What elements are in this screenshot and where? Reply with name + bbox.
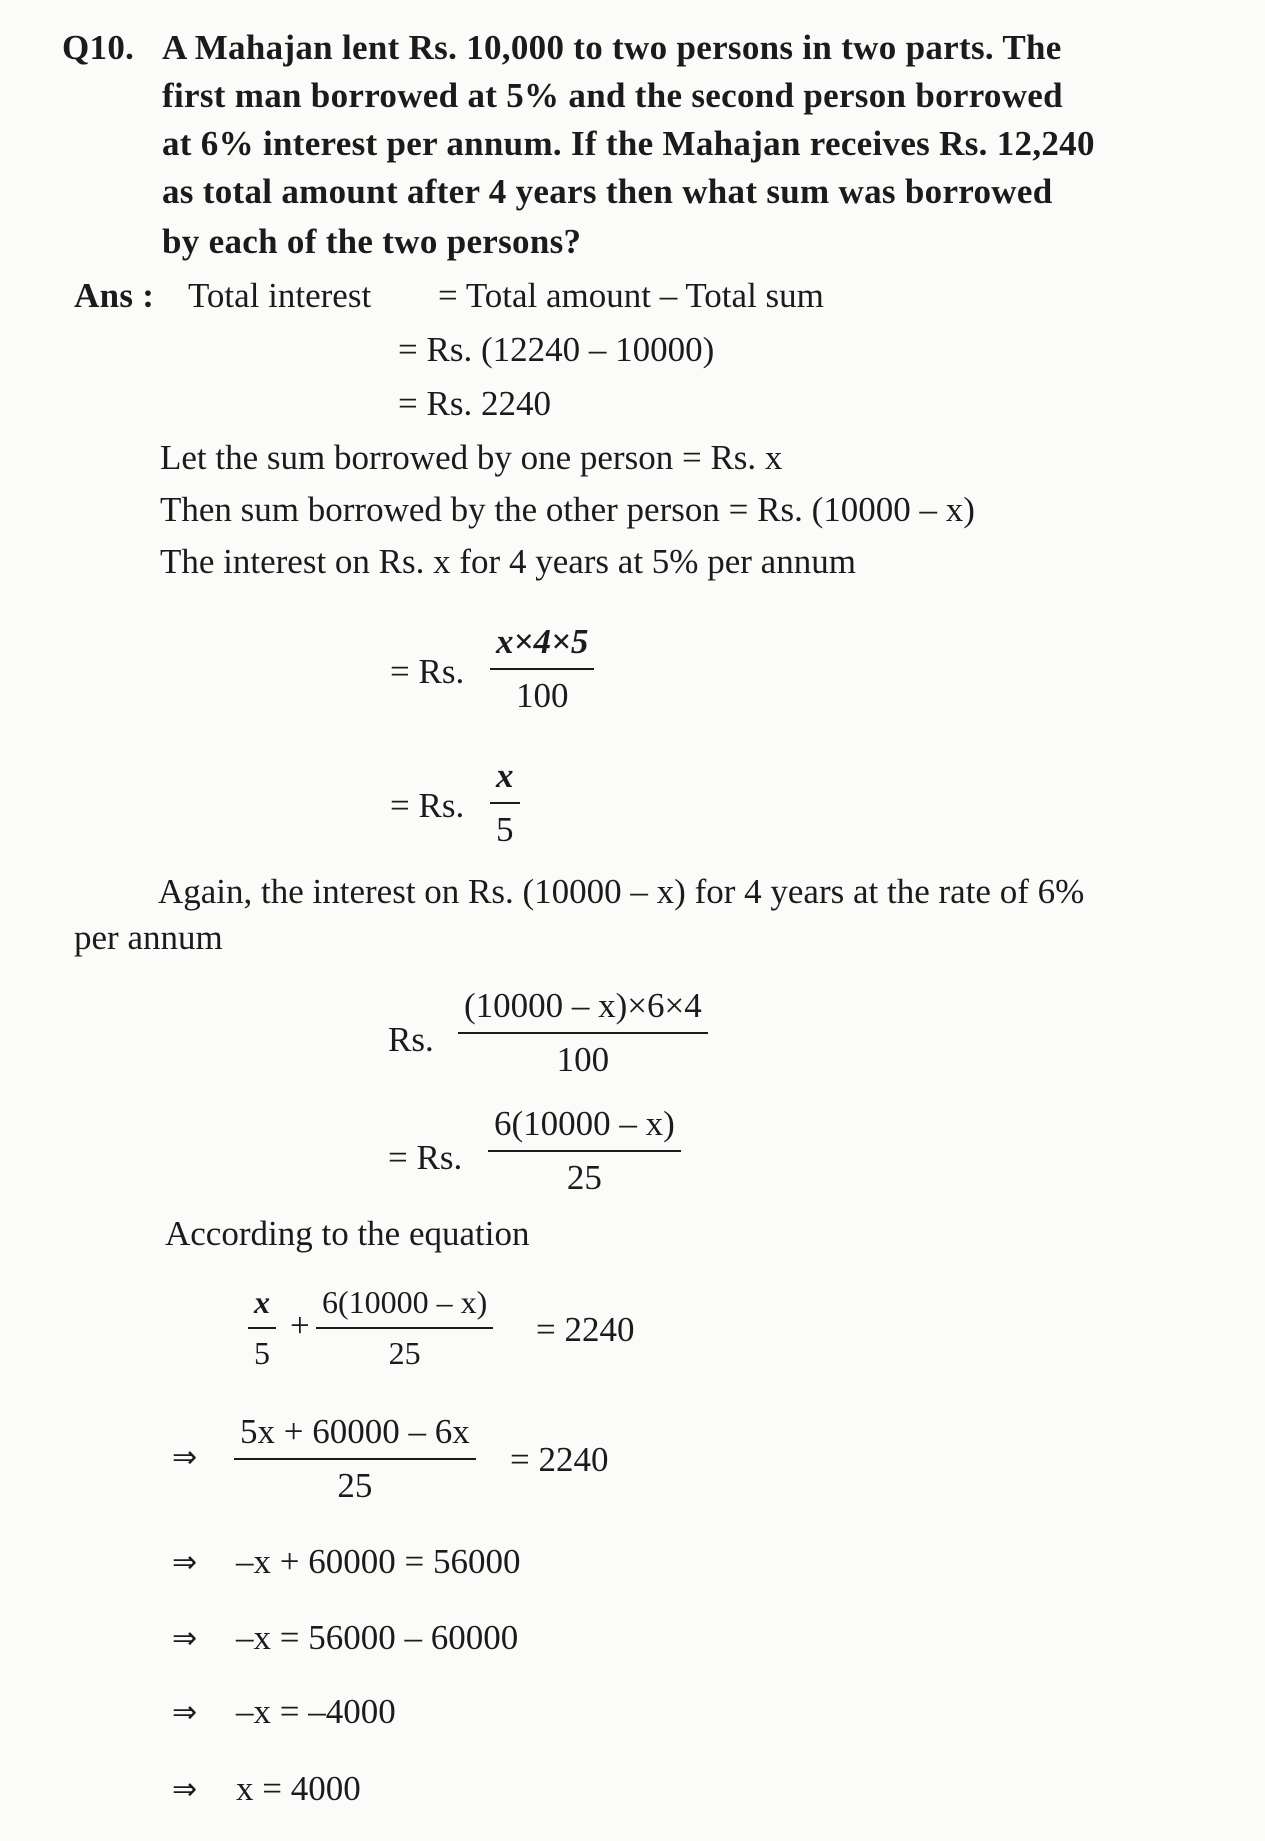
total-interest-formula: = Total amount – Total sum [438,276,824,315]
step-4: x = 4000 [236,1769,361,1808]
then-line: Then sum borrowed by the other person = Rs. (10000 – x) [160,490,975,529]
interest-line: The interest on Rs. x for 4 years at 5% per annum [160,542,856,581]
question-label: Q10. [62,28,135,67]
fraction-numerator: x [496,756,514,795]
fraction-6-over-25 [488,1104,681,1198]
step-2: –x = 56000 – 60000 [236,1618,519,1657]
fraction-numerator: x [254,1284,270,1320]
fraction-sum-a [248,1284,276,1372]
fraction-denominator: 100 [556,1040,610,1079]
total-interest-label: Total interest [188,276,372,315]
eq-prefix-3: = Rs. [388,1138,463,1177]
question-line-4: as total amount after 4 years then what sum was borrowed [162,172,1053,211]
implies-arrow-1: ⇒ [172,1440,198,1475]
per-annum: per annum [74,918,223,957]
fraction-denominator: 100 [515,676,569,715]
fraction-numerator: 6(10000 – x) [322,1284,488,1320]
fraction-interest-5pct [490,622,594,716]
eq-prefix-1: = Rs. [390,652,465,691]
fraction-denominator: 5 [496,810,514,849]
question-line-1: A Mahajan lent Rs. 10,000 to two persons in two parts. The [162,28,1062,67]
fraction-denominator: 5 [254,1335,270,1371]
fraction-numerator: x×4×5 [496,622,589,661]
question-line-2: first man borrowed at 5% and the second person borrowed [162,76,1063,115]
implies-arrow-2: ⇒ [172,1545,198,1580]
fraction-numerator: 5x + 60000 – 6x [240,1412,470,1451]
question-line-5: by each of the two persons? [162,222,582,261]
fraction-denominator: 25 [337,1466,373,1505]
implies-arrow-5: ⇒ [172,1772,198,1807]
fraction-denominator: 25 [388,1335,421,1371]
fraction-numerator: 6(10000 – x) [494,1104,675,1143]
implies-arrow-4: ⇒ [172,1695,198,1730]
again-line: Again, the interest on Rs. (10000 – x) for 4 years at the rate of 6% [158,872,1085,911]
answer-label: Ans : [74,276,155,315]
fraction-numerator: (10000 – x)×6×4 [464,986,702,1025]
step-subtraction: = Rs. (12240 – 10000) [398,330,715,369]
according-line: According to the equation [165,1214,530,1253]
plus-sign: + [290,1306,310,1345]
step-1: –x + 60000 = 56000 [236,1542,521,1581]
fraction-interest-6pct [458,986,708,1080]
fraction-sum-b [316,1284,493,1372]
eq-prefix-2: = Rs. [390,786,465,825]
let-line: Let the sum borrowed by one person = Rs. x [160,438,783,477]
question-line-3: at 6% interest per annum. If the Mahajan receives Rs. 12,240 [162,124,1095,163]
step-result: = Rs. 2240 [398,384,551,423]
equals-2240-a: = 2240 [536,1310,635,1349]
fraction-denominator: 25 [566,1158,602,1197]
implies-arrow-3: ⇒ [172,1621,198,1656]
fraction-x-over-5 [490,756,520,850]
fraction-combined [234,1412,476,1506]
step-3: –x = –4000 [236,1692,396,1731]
rs-prefix: Rs. [388,1020,434,1059]
equals-2240-b: = 2240 [510,1440,609,1479]
